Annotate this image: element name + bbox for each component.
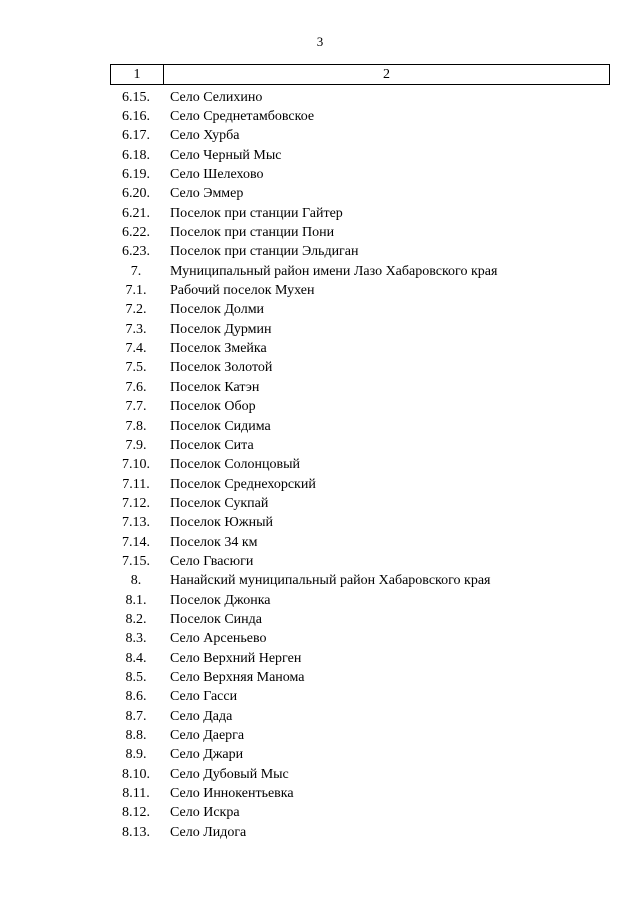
- row-number: 8.11.: [122, 786, 150, 802]
- settlement-name: Село Дубовый Мыс: [170, 766, 289, 782]
- row-number: 7.11.: [122, 476, 150, 492]
- table-header: [110, 64, 610, 85]
- table-row: [110, 107, 610, 126]
- row-number: 8.7.: [125, 708, 147, 724]
- table-row: [110, 243, 610, 262]
- table-row: [110, 417, 610, 436]
- row-number: 7.3.: [125, 321, 147, 337]
- table-row: [110, 552, 610, 571]
- row-number: 7.10.: [122, 457, 150, 473]
- row-number: 8.8.: [125, 728, 147, 744]
- settlement-name: Село Селихино: [170, 89, 263, 105]
- table-row: [110, 707, 610, 726]
- row-number: 7.9.: [125, 437, 147, 453]
- row-number: 8.6.: [125, 689, 147, 705]
- settlement-name: Село Искра: [170, 805, 240, 821]
- settlement-name: Село Среднетамбовское: [170, 109, 315, 125]
- table-row: [110, 204, 610, 223]
- table-row: [110, 456, 610, 475]
- settlement-name: Поселок при станции Эльдиган: [170, 244, 359, 260]
- settlement-name: Рабочий поселок Мухен: [170, 283, 315, 299]
- table-row: [110, 339, 610, 358]
- row-number: 6.19.: [122, 167, 150, 183]
- settlement-name: Село Шелехово: [170, 167, 264, 183]
- table-row: [110, 320, 610, 339]
- table-row: [110, 784, 610, 803]
- row-number: 8.13.: [122, 824, 150, 840]
- table-row: [110, 436, 610, 455]
- row-number: 7.12.: [122, 495, 150, 511]
- row-number: 6.21.: [122, 205, 150, 221]
- settlement-name: Село Иннокентьевка: [170, 786, 294, 802]
- row-number: 6.17.: [122, 128, 150, 144]
- row-number: 8.9.: [125, 747, 147, 763]
- table-row: [110, 165, 610, 184]
- settlement-name: Село Арсеньево: [170, 631, 267, 647]
- settlement-name: Поселок Обор: [170, 399, 256, 415]
- table-row: [110, 127, 610, 146]
- table-header-col2: 2: [383, 66, 390, 82]
- table-row: [110, 572, 610, 591]
- table-row: [110, 591, 610, 610]
- table-header-col1: 1: [111, 65, 164, 84]
- row-number: 7.1.: [125, 283, 147, 299]
- table-row: [110, 746, 610, 765]
- settlement-name: Поселок Южный: [170, 515, 273, 531]
- table-row: [110, 475, 610, 494]
- settlement-name: Нанайский муниципальный район Хабаровского края: [170, 573, 491, 589]
- row-number: 7.15.: [122, 553, 150, 569]
- row-number: 6.20.: [122, 186, 150, 202]
- table-row: [110, 301, 610, 320]
- settlement-name: Поселок Катэн: [170, 379, 260, 395]
- settlement-name: Поселок Сита: [170, 437, 254, 453]
- settlement-name: Село Эммер: [170, 186, 244, 202]
- table-row: [110, 146, 610, 165]
- row-number: 8.2.: [125, 611, 147, 627]
- table-row: [110, 88, 610, 107]
- row-number: 7.2.: [125, 302, 147, 318]
- table-row: [110, 262, 610, 281]
- settlement-name: Поселок Золотой: [170, 360, 273, 376]
- settlement-name: Село Черный Мыс: [170, 147, 282, 163]
- row-number: 8.: [130, 573, 142, 589]
- settlement-name: Село Хурба: [170, 128, 240, 144]
- table-row: [110, 398, 610, 417]
- row-number: 7.6.: [125, 379, 147, 395]
- settlement-name: Поселок Сидима: [170, 418, 271, 434]
- settlement-name: Поселок при станции Пони: [170, 225, 335, 241]
- row-number: 7.7.: [125, 399, 147, 415]
- table-row: [110, 223, 610, 242]
- settlement-name: Поселок Дурмин: [170, 321, 272, 337]
- table-row: [110, 185, 610, 204]
- settlement-name: Поселок Змейка: [170, 341, 267, 357]
- row-number: 7.8.: [125, 418, 147, 434]
- row-number: 7.: [130, 263, 142, 279]
- row-number: 6.15.: [122, 89, 150, 105]
- settlement-name: Село Гвасюги: [170, 553, 254, 569]
- settlement-name: Село Верхний Нерген: [170, 650, 302, 666]
- table-row: [110, 610, 610, 629]
- table-row: [110, 823, 610, 842]
- settlement-name: Поселок Джонка: [170, 592, 271, 608]
- row-number: 6.18.: [122, 147, 150, 163]
- row-number: 8.5.: [125, 669, 147, 685]
- table-row: [110, 649, 610, 668]
- settlement-name: Село Джари: [170, 747, 244, 763]
- table-row: [110, 359, 610, 378]
- table-row: [110, 765, 610, 784]
- settlement-name: Село Лидога: [170, 824, 247, 840]
- table-row: [110, 726, 610, 745]
- settlement-name: Село Даерга: [170, 728, 245, 744]
- settlement-name: Поселок Сукпай: [170, 495, 269, 511]
- settlement-name: Село Гасси: [170, 689, 238, 705]
- row-number: 7.5.: [125, 360, 147, 376]
- settlement-name: Поселок Солонцовый: [170, 457, 300, 473]
- table-row: [110, 281, 610, 300]
- settlement-name: Поселок Долми: [170, 302, 265, 318]
- table-row: [110, 668, 610, 687]
- settlement-name: Село Дада: [170, 708, 233, 724]
- row-number: 6.16.: [122, 109, 150, 125]
- row-number: 8.10.: [122, 766, 150, 782]
- table-row: [110, 378, 610, 397]
- table-row: [110, 630, 610, 649]
- table-row: [110, 494, 610, 513]
- settlement-name: Поселок Среднехорский: [170, 476, 316, 492]
- row-number: 8.1.: [125, 592, 147, 608]
- settlement-name: Поселок Синда: [170, 611, 263, 627]
- table-row: [110, 533, 610, 552]
- table-row: [110, 514, 610, 533]
- page-number: 3: [316, 34, 324, 49]
- table-row: [110, 804, 610, 823]
- settlement-list: [110, 88, 610, 842]
- row-number: 8.12.: [122, 805, 150, 821]
- settlement-name: Село Верхняя Манома: [170, 669, 305, 685]
- row-number: 7.4.: [125, 341, 147, 357]
- row-number: 6.22.: [122, 225, 150, 241]
- row-number: 8.4.: [125, 650, 147, 666]
- row-number: 8.3.: [125, 631, 147, 647]
- row-number: 6.23.: [122, 244, 150, 260]
- settlement-name: Муниципальный район имени Лазо Хабаровского края: [170, 263, 498, 279]
- row-number: 7.13.: [122, 515, 150, 531]
- settlement-name: Поселок 34 км: [170, 534, 258, 550]
- row-number: 7.14.: [122, 534, 150, 550]
- settlement-name: Поселок при станции Гайтер: [170, 205, 343, 221]
- table-row: [110, 688, 610, 707]
